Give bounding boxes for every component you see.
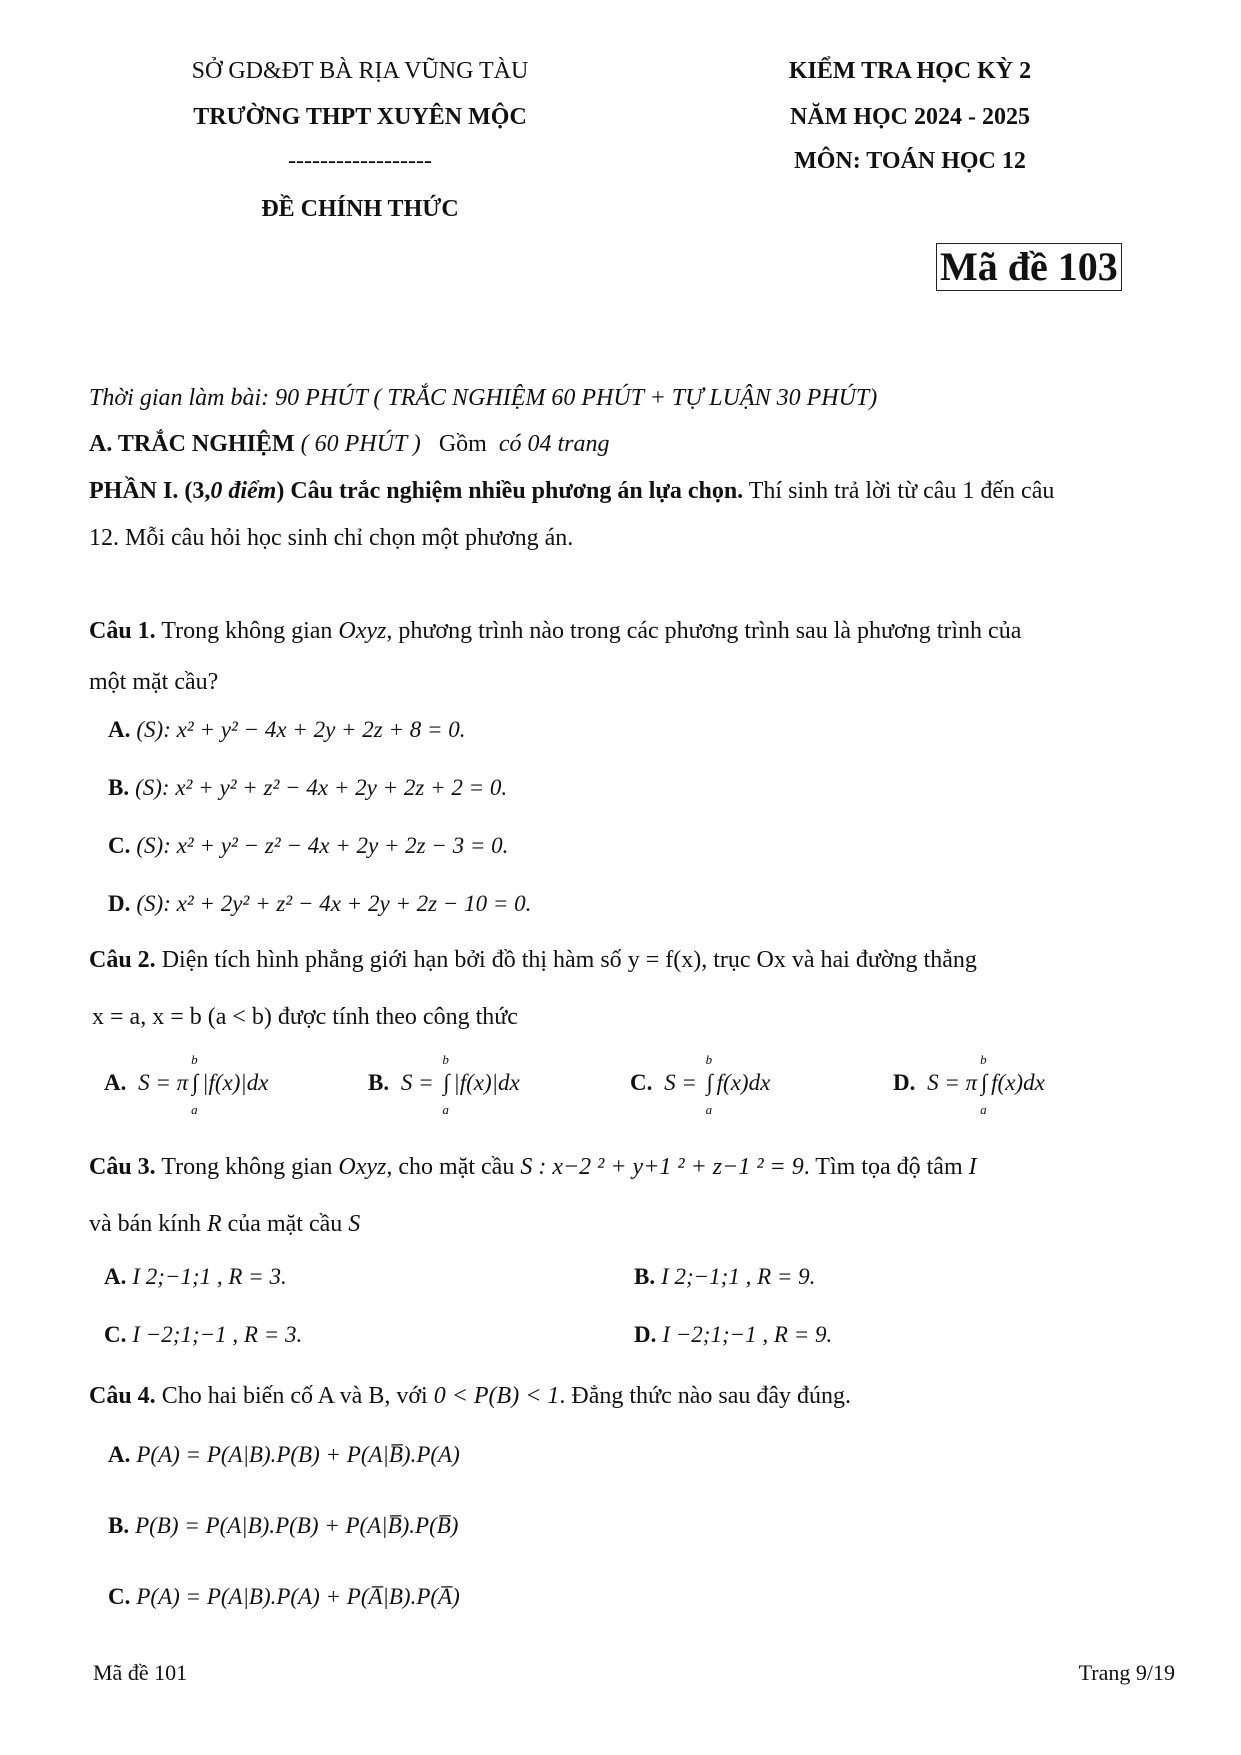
section-a-pages-b: có 04 trang — [498, 431, 610, 457]
q1-text-b: , phương trình nào trong các phương trình sau là phương trình của — [386, 618, 1022, 644]
part1-title: ) Câu trắc nghiệm nhiều phương án lựa chọn. — [276, 478, 744, 504]
q4-c-text: P(A) = P(A|B).P(A) + P(A̅|B).P(A̅) — [136, 1584, 460, 1609]
lower-limit: a — [980, 1102, 987, 1117]
q3-text-b: , cho mặt cầu — [386, 1154, 521, 1180]
integral-icon: ∫ b a — [705, 1052, 713, 1117]
q3-text-c: . Tìm tọa độ tâm — [803, 1154, 969, 1180]
q2-bounds: x = a, x = b (a < b) — [92, 1004, 272, 1030]
q3-space: Oxyz — [338, 1154, 387, 1180]
integral-icon: ∫ b a — [191, 1052, 199, 1117]
q2-axis: Ox — [756, 947, 786, 973]
q3-stem — [89, 1150, 1181, 1184]
q2-c-pre: S = — [664, 1070, 703, 1095]
option-label: B. — [108, 1513, 130, 1538]
q2-option-d[interactable] — [893, 1052, 1045, 1117]
q2-label: Câu 2. — [89, 947, 156, 973]
q1-c-text: (S): x² + y² − z² − 4x + 2y + 2z − 3 = 0. — [136, 833, 509, 858]
option-label: D. — [634, 1322, 657, 1347]
option-label: D. — [893, 1070, 916, 1095]
q1-d-text: (S): x² + 2y² + z² − 4x + 2y + 2z − 10 = 0. — [136, 891, 532, 916]
option-label: A. — [104, 1070, 127, 1095]
time-note: Thời gian làm bài: 90 PHÚT ( TRẮC NGHIỆM 60 PHÚT + TỰ LUẬN 30 PHÚT) — [89, 385, 878, 411]
q3-d-text: I −2;1;−1 , R = 9. — [662, 1322, 833, 1347]
exam-title: KIỂM TRA HỌC KỲ 2 — [788, 58, 1032, 84]
q4-text-b: . Đẳng thức nào sau đây đúng. — [559, 1383, 852, 1409]
q2-c-post: f(x)dx — [716, 1070, 771, 1095]
option-label: D. — [108, 891, 131, 916]
q3-b-text: I 2;−1;1 , R = 9. — [661, 1264, 816, 1289]
q4-option-a[interactable] — [108, 1442, 460, 1468]
option-label: C. — [108, 1584, 131, 1609]
q4-stem — [89, 1379, 1181, 1413]
q4-option-c[interactable] — [108, 1584, 460, 1610]
q3-label: Câu 3. — [89, 1154, 156, 1180]
lower-limit: a — [191, 1102, 198, 1117]
q3-option-d[interactable] — [634, 1322, 832, 1348]
dept-name: SỞ GD&ĐT BÀ RỊA VŨNG TÀU — [191, 58, 529, 84]
official-label: ĐỀ CHÍNH THỨC — [261, 196, 459, 222]
q1-b-text: (S): x² + y² + z² − 4x + 2y + 2z + 2 = 0. — [135, 775, 508, 800]
header-divider: ------------------ — [288, 148, 432, 174]
q2-d-post: f(x)dx — [991, 1070, 1045, 1095]
q2-text-d: được tính theo công thức — [271, 1004, 518, 1030]
q3-text-e: của mặt cầu — [221, 1211, 349, 1237]
upper-limit: b — [980, 1052, 987, 1067]
q2-text-c: và hai đường thẳng — [785, 947, 977, 973]
q2-stem-2 — [92, 1000, 1181, 1034]
q4-a-text: P(A) = P(A|B).P(B) + P(A|B̅).P(A) — [136, 1442, 460, 1467]
q3-equation: S : x−2 ² + y+1 ² + z−1 ² = 9 — [520, 1154, 804, 1180]
q4-label: Câu 4. — [89, 1383, 156, 1409]
option-label: B. — [634, 1264, 656, 1289]
integral-icon: ∫ b a — [442, 1052, 450, 1117]
q1-label: Câu 1. — [89, 618, 156, 644]
q1-option-c[interactable] — [108, 833, 508, 859]
q3-option-b[interactable] — [634, 1264, 815, 1290]
q3-text-d: và bán kính — [89, 1211, 207, 1237]
q1-option-b[interactable] — [108, 775, 507, 801]
q1-space: Oxyz — [338, 618, 387, 644]
q2-a-pre: S = π — [138, 1070, 189, 1095]
exam-code-box: Mã đề 103 — [936, 243, 1122, 291]
q1-stem-2: một mặt cầu? — [89, 669, 219, 695]
part1-line — [89, 474, 1181, 508]
q2-b-post: |f(x)|dx — [453, 1070, 520, 1095]
lower-limit: a — [442, 1102, 449, 1117]
section-a-line — [89, 427, 1181, 461]
q1-a-text: (S): x² + y² − 4x + 2y + 2z + 8 = 0. — [136, 717, 466, 742]
subject: MÔN: TOÁN HỌC 12 — [794, 148, 1026, 174]
option-label: A. — [108, 717, 131, 742]
q3-a-text: I 2;−1;1 , R = 3. — [132, 1264, 287, 1289]
q2-option-a[interactable] — [104, 1052, 269, 1117]
q2-d-pre: S = π — [927, 1070, 978, 1095]
integral-icon: ∫ b a — [980, 1052, 988, 1117]
q3-i: I — [968, 1154, 977, 1180]
q3-text-a: Trong không gian — [155, 1154, 339, 1180]
q2-b-pre: S = — [400, 1070, 440, 1095]
part1-text-2: 12. Mỗi câu hỏi học sinh chỉ chọn một phương án. — [89, 525, 574, 551]
q4-option-b[interactable] — [108, 1513, 458, 1539]
option-label: C. — [108, 833, 131, 858]
q2-text-b: , trục — [701, 947, 757, 973]
q2-option-b[interactable] — [368, 1052, 520, 1117]
q1-stem — [89, 614, 1181, 648]
section-a-pages-a: Gồm — [438, 431, 487, 457]
q4-b-text: P(B) = P(A|B).P(B) + P(A|B̅).P(B̅) — [135, 1513, 459, 1538]
school-name: TRƯỜNG THPT XUYÊN MỘC — [193, 104, 527, 130]
q2-option-c[interactable] — [630, 1052, 771, 1117]
q3-c-text: I −2;1;−1 , R = 3. — [132, 1322, 303, 1347]
page-number: Trang 9/19 — [1078, 1660, 1175, 1685]
upper-limit: b — [705, 1052, 713, 1067]
part1-label: PHẦN I. (3, — [89, 478, 211, 504]
option-label: C. — [104, 1322, 127, 1347]
upper-limit: b — [191, 1052, 198, 1067]
part1-points: 0 điểm — [210, 478, 277, 504]
option-label: A. — [104, 1264, 127, 1289]
part1-text: Thí sinh trả lời từ câu 1 đến câu — [743, 478, 1055, 504]
q1-option-d[interactable] — [108, 891, 531, 917]
section-a-time: ( 60 PHÚT ) — [300, 431, 421, 457]
option-label: B. — [108, 775, 130, 800]
footer-exam-code: Mã đề 101 — [93, 1660, 188, 1685]
q3-r: R — [206, 1211, 222, 1237]
q2-func: y = f(x) — [627, 947, 702, 973]
q3-stem-2 — [89, 1207, 1181, 1241]
q4-cond: 0 < P(B) < 1 — [433, 1383, 560, 1409]
q3-s: S — [348, 1211, 361, 1237]
q2-a-post: |f(x)|dx — [202, 1070, 269, 1095]
option-label: A. — [108, 1442, 131, 1467]
section-a-title: A. TRẮC NGHIỆM — [89, 431, 295, 457]
q2-text-a: Diện tích hình phẳng giới hạn bởi đồ thị hàm số — [155, 947, 628, 973]
option-label: C. — [630, 1070, 653, 1095]
q3-option-a[interactable] — [104, 1264, 287, 1290]
lower-limit: a — [705, 1102, 713, 1117]
upper-limit: b — [442, 1052, 449, 1067]
q1-text-a: Trong không gian — [155, 618, 339, 644]
q2-stem — [89, 943, 1181, 977]
school-year: NĂM HỌC 2024 - 2025 — [790, 104, 1030, 130]
option-label: B. — [368, 1070, 390, 1095]
q4-text-a: Cho hai biến cố A và B, với — [155, 1383, 434, 1409]
q1-option-a[interactable] — [108, 717, 466, 743]
q3-option-c[interactable] — [104, 1322, 302, 1348]
